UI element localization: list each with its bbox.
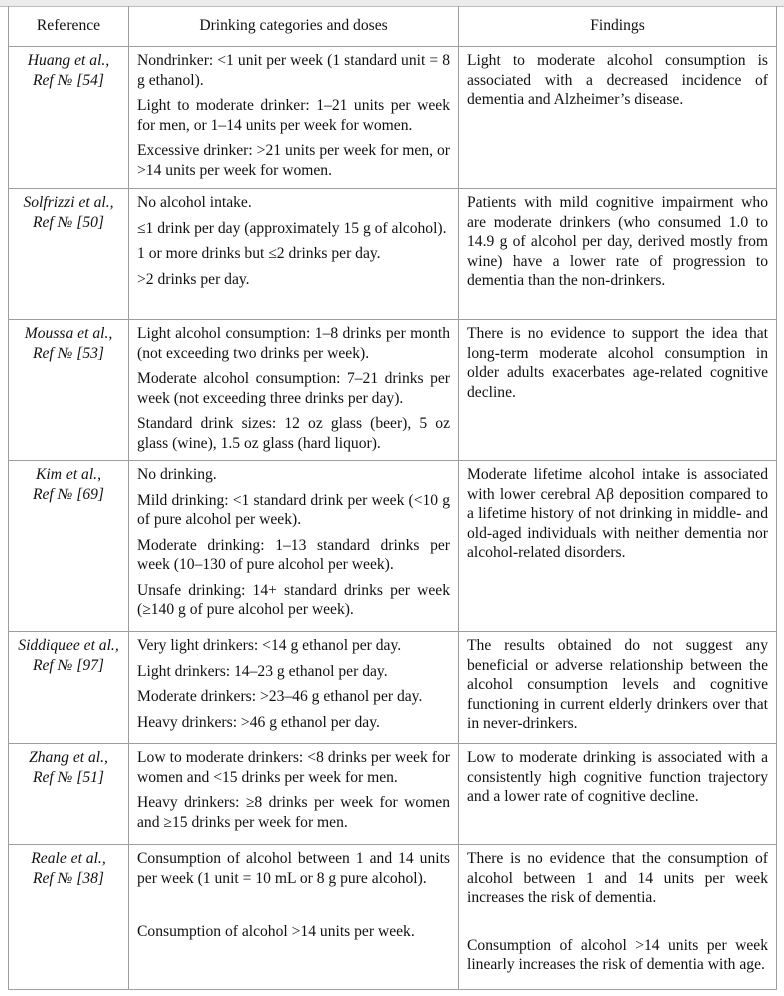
findings-cell <box>459 47 777 189</box>
table-row <box>9 632 777 744</box>
drinking-categories-cell <box>129 47 459 189</box>
findings-cell <box>459 744 777 845</box>
reference-author: Moussa et al., <box>24 325 113 342</box>
reference-cell <box>9 744 129 845</box>
drinking-categories-cell <box>129 845 459 990</box>
reference-number: Ref № [38] <box>32 869 104 887</box>
dose-category: Very light drinkers: <14 g ethanol per day. <box>137 637 402 654</box>
finding-text: Patients with mild cognitive impairment who are moderate drinkers (who consumed 1.0 to 14.9 g of alcohol per day, derived mostly from wine) have a lower rate of progression to dementia than the non-drinkers. <box>467 194 768 289</box>
table-row <box>9 189 777 320</box>
dose-category: 1 or more drinks but ≤2 drinks per day. <box>137 245 381 262</box>
dose-category: Light drinkers: 14–23 g ethanol per day. <box>137 662 388 680</box>
reference-author: Zhang et al., <box>29 749 108 766</box>
finding-text: Moderate lifetime alcohol intake is associated with lower cerebral Aβ deposition compared to a lifetime history of not drinking in middle- and old-aged individuals with neither dementia nor alcohol-related disorders. <box>467 466 768 561</box>
reference-author: Huang et al., <box>27 52 110 69</box>
findings-cell <box>459 189 777 320</box>
drinking-categories-cell <box>129 744 459 845</box>
dose-category: Light alcohol consumption: 1–8 drinks per month (not exceeding two drinks per week). <box>137 325 450 362</box>
dose-category: Moderate drinking: 1–13 standard drinks per week (10–130 of pure alcohol per week). <box>137 536 450 573</box>
findings-cell <box>459 632 777 744</box>
reference-number: Ref № [69] <box>32 485 104 503</box>
findings-cell <box>459 845 777 990</box>
dose-category: Low to moderate drinkers: <8 drinks per week for women and <15 drinks per week for men. <box>137 749 450 786</box>
table-row <box>9 47 777 189</box>
reference-cell <box>9 632 129 744</box>
dose-category: Consumption of alcohol between 1 and 14 units per week (1 unit = 10 mL or 8 g pure alcohol). <box>137 850 450 887</box>
reference-author: Kim et al., <box>36 466 101 483</box>
reference-number: Ref № [51] <box>32 768 104 786</box>
header-row <box>9 6 777 47</box>
finding-text: The results obtained do not suggest any beneficial or adverse relationship between the alcohol consumption levels and cognitive functioning in current elderly drinkers over that in never-drinkers. <box>467 637 768 732</box>
finding-text: Light to moderate alcohol consumption is associated with a decreased incidence of dementia and Alzheimer’s disease. <box>467 52 768 108</box>
dose-category: Moderate drinkers: >23–46 g ethanol per day. <box>137 688 423 705</box>
dose-category: Excessive drinker: >21 units per week for men, or >14 units per week for women. <box>137 142 450 179</box>
header-drinking-categories: Drinking categories and doses <box>129 6 459 47</box>
dose-category: Light to moderate drinker: 1–21 units per week for men, or 1–14 units per week for women. <box>137 97 450 134</box>
table-row <box>9 845 777 990</box>
dose-category: Heavy drinkers: ≥8 drinks per week for women and ≥15 drinks per week for men. <box>137 794 450 831</box>
reference-cell <box>9 47 129 189</box>
dose-category: No drinking. <box>137 466 217 483</box>
finding-text: Low to moderate drinking is associated with a consistently high cognitive function trajectory and a lower rate of cognitive decline. <box>467 749 768 805</box>
reference-number: Ref № [97] <box>32 656 104 674</box>
reference-cell <box>9 189 129 320</box>
alcohol-studies-table <box>8 6 777 990</box>
finding-text: There is no evidence to support the idea that long-term moderate alcohol consumption in older adults exacerbates age-related cognitive decline. <box>467 325 768 401</box>
reference-cell <box>9 845 129 990</box>
findings-cell <box>459 320 777 461</box>
reference-cell <box>9 461 129 632</box>
dose-category: Consumption of alcohol >14 units per week. <box>137 923 415 940</box>
reference-author: Siddiquee et al., <box>18 637 119 654</box>
dose-category: Nondrinker: <1 unit per week (1 standard unit = 8 g ethanol). <box>137 52 450 89</box>
reference-author: Solfrizzi et al., <box>23 194 114 211</box>
drinking-categories-cell <box>129 461 459 632</box>
finding-text: There is no evidence that the consumption of alcohol between 1 and 14 units per week increases the risk of dementia. <box>467 850 768 906</box>
table-row <box>9 320 777 461</box>
drinking-categories-cell <box>129 632 459 744</box>
dose-category: Heavy drinkers: >46 g ethanol per day. <box>137 713 380 731</box>
dose-category: >2 drinks per day. <box>137 270 250 288</box>
dose-category: Moderate alcohol consumption: 7–21 drinks per week (not exceeding three drinks per day). <box>137 370 450 407</box>
drinking-categories-cell <box>129 189 459 320</box>
dose-category: No alcohol intake. <box>137 194 252 211</box>
dose-category: ≤1 drink per day (approximately 15 g of alcohol). <box>137 219 447 237</box>
dose-category: Mild drinking: <1 standard drink per week (<10 g of pure alcohol per week). <box>137 491 450 528</box>
header-reference: Reference <box>9 6 129 47</box>
reference-cell <box>9 320 129 461</box>
table-row <box>9 461 777 632</box>
reference-number: Ref № [50] <box>32 213 104 231</box>
dose-category: Standard drink sizes: 12 oz glass (beer), 5 oz glass (wine), 1.5 oz glass (hard liquor). <box>137 415 450 452</box>
table-row <box>9 744 777 845</box>
dose-category: Unsafe drinking: 14+ standard drinks per week (≥140 g of pure alcohol per week). <box>137 581 450 618</box>
reference-number: Ref № [53] <box>32 344 104 362</box>
reference-number: Ref № [54] <box>32 71 104 89</box>
finding-text: Consumption of alcohol >14 units per week linearly increases the risk of dementia with age. <box>467 936 768 973</box>
table-body <box>9 47 777 990</box>
reference-author: Reale et al., <box>31 850 106 867</box>
drinking-categories-cell <box>129 320 459 461</box>
header-findings: Findings <box>459 6 777 47</box>
findings-cell <box>459 461 777 632</box>
